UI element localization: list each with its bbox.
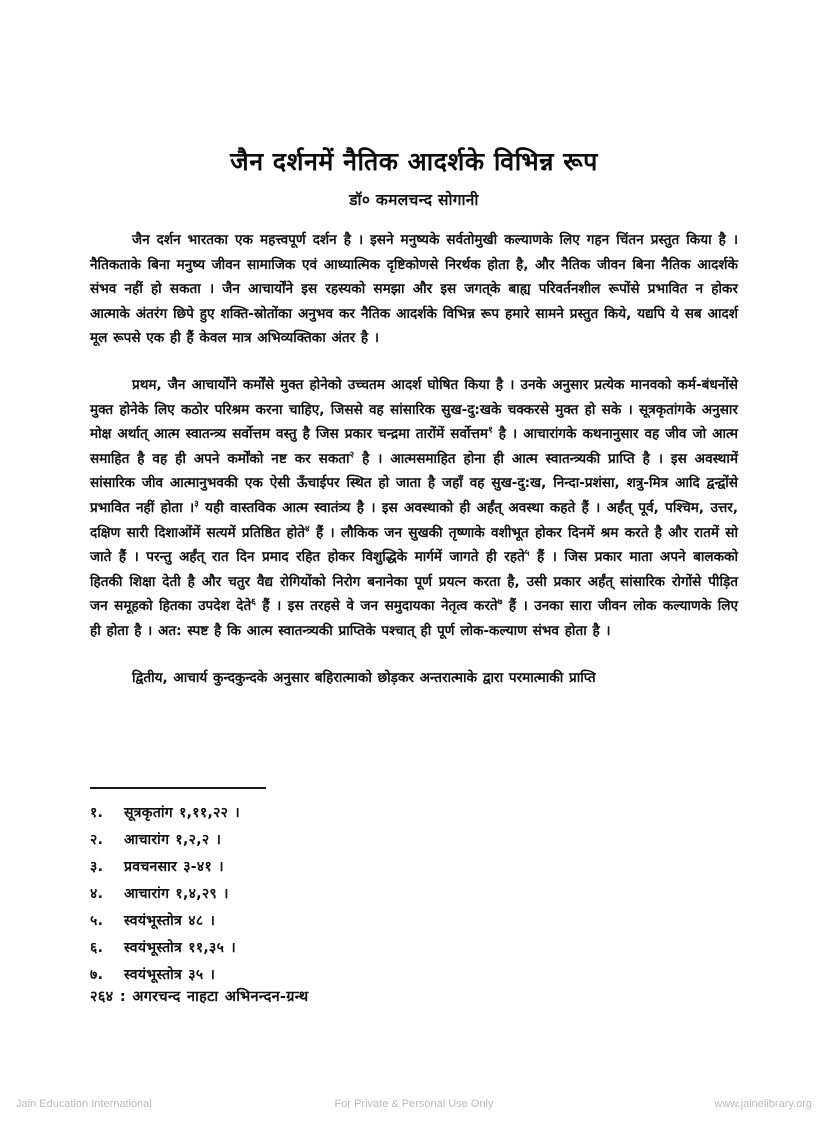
footnote-number: ४. [90, 886, 104, 902]
footnote-text: आचारांग १,४,२९ । [124, 886, 229, 902]
scan-watermark-footer [0, 1086, 828, 1122]
footnote-text: स्वयंभूस्तोत्र ११,३५ । [124, 940, 236, 956]
footnote-marker: ४ [305, 524, 310, 534]
scan-footer-left: Jain Education International [16, 1098, 152, 1110]
footnote-text: सूत्रकृतांग १,११,२२ । [124, 805, 241, 821]
author-byline: डॉ० कमलचन्द सोगानी [349, 191, 479, 210]
footnote-item [90, 881, 590, 908]
footnote-number: ७. [90, 967, 104, 983]
footnote-number: २. [90, 832, 104, 848]
footnote-item [90, 908, 590, 935]
footnote-marker: ६ [251, 597, 256, 608]
paragraph-1: जैन दर्शन भारतका एक महत्त्वपूर्ण दर्शन है । इसने मनुष्यके सर्वतोमुखी कल्याणके लिए गहन चिंतन प्रस्तुत किया है । नैतिकताके बिना मनुष्य जीवन सामाजिक एवं आध्यात्मिक दृष्टिकोणसे निरर्थक होता है, और नैतिक जीवन बिना नैतिक आदर्शके संभव नहीं हो सकता । जैन आचार्योंने इस रहस्यको समझा और इस जगत्‌के बाह्य परिवर्तनशील रूपोंसे प्रभावित न होकर आत्माके अंतरंग छिपे हुए शक्ति-स्रोतोंका अनुभव कर नैतिक आदर्शके विभिन्न रूप हमारे सामने प्रस्तुत किये, यद्यपि ये सब आदर्श मूल रूपसे एक ही हैं केवल मात्र अभिव्यक्तिका अंतर है । [90, 232, 738, 347]
footnote-marker: ७ [497, 597, 503, 608]
footnote-text: प्रवचनसार ३-४१ । [124, 859, 224, 875]
body-text-column [90, 228, 738, 690]
footnote-item [90, 962, 590, 989]
footnote-item [90, 827, 590, 854]
footnote-text: स्वयंभूस्तोत्र ३५ । [124, 967, 216, 983]
scan-footer-right[interactable]: www.jainelibrary.org [714, 1098, 812, 1110]
footnote-list [90, 800, 590, 989]
footnote-item [90, 935, 590, 962]
footnote-item [90, 800, 590, 827]
footnote-number: ६. [90, 940, 104, 956]
footnote-number: ५. [90, 913, 104, 929]
page-title: जैन दर्शनमें नैतिक आदर्शके विभिन्न रूप [230, 147, 598, 176]
footnote-separator-rule [90, 787, 266, 789]
footnote-text: स्वयंभूस्तोत्र ४८ । [124, 913, 216, 929]
paragraph-2: प्रथम, जैन आचार्योंने कर्मोंसे मुक्त होनेको उच्चतम आदर्श घोषित किया है । उनके अनुसार प्रत्येक मानवको कर्म-बंधनोंसे मुक्त होनेके लिए कठोर परिश्रम करना चाहिए, जिससे वह सांसारिक सुख-दु:खके चक्करसे मुक्त हो सके । सूत्रकृतांगके अनुसार मोक्ष अर्थात् आत्म स्वातन्त्र्य सर्वोत्तम वस्तु है जिस प्रकार चन्द्रमा तारोंमें सर्वोत्तम$^१$ है । आचारांगके कथनानुसार वह जीव जो आत्म समाहित है वह ही अपने कर्मोंको नष्ट कर सकता$^२$ है । आत्मसमाहित होना ही आत्म स्वातन्त्र्यकी प्राप्ति है । इस अवस्थामें सांसारिक जीव आत्मानुभवकी एक ऐसी ऊँचाईपर स्थित हो जाता है जहाँ वह सुख-दु:ख, निन्दा-प्रशंसा, शत्रु-मित्र आदि द्वन्द्वोंसे प्रभावित नहीं होता ।$^३$ यही वास्तविक आत्म स्वातंत्र्य है । इस अवस्थाको ही अर्हंत् अवस्था कहते हैं । अर्हंत् पूर्व, पश्चिम, उत्तर, दक्षिण सारी दिशाओंमें सत्यमें प्रतिष्ठित होते$^४$ हैं । लौकिक जन सुखकी तृष्णाके वशीभूत होकर दिनमें श्रम करते है और रातमें सो जाते हैं । परन्तु अर्हंत् रात दिन प्रमाद रहित होकर विशुद्धिके मार्गमें जागते ही रहते$^५$ हैं । जिस प्रकार माता अपने बालकको हितकी शिक्षा देती है और चतुर वैद्य रोगियोंको निरोग बनानेका पूर्ण प्रयत्न करता है, उसी प्रकार अर्हंत् सांसारिक रोगोंसे पीड़ित जन समूहको हितका उपदेश देते$^६$ हैं । इस तरहसे वे जन समुदायका नेतृत्व करते$^७$ हैं । उनका सारा जीवन लोक कल्याणके लिए ही होता है । अत: स्पष्ट है कि आत्म स्वातन्त्र्यकी प्राप्तिके पश्चात् ही पूर्ण लोक-कल्याण संभव होता है । [90, 376, 739, 639]
footnote-marker: १ [488, 425, 493, 436]
title-block [0, 146, 828, 210]
footnote-marker: २ [349, 450, 355, 461]
footnote-marker: ५ [524, 548, 530, 559]
footnote-number: १. [90, 805, 104, 821]
footnote-marker: ३ [194, 499, 199, 510]
scan-footer-center: For Private & Personal Use Only [334, 1098, 494, 1110]
paragraph-3: द्वितीय, आचार्य कुन्दकुन्दके अनुसार बहिरात्माको छोड़कर अन्तरात्माके द्वारा परमात्माकी प्राप्ति [132, 669, 596, 686]
running-footer: २६४ : अगरचन्द नाहटा अभिनन्दन-ग्रन्थ [90, 989, 309, 1005]
footnote-text: आचारांग १,२,२ । [124, 832, 222, 848]
footnote-number: ३. [90, 859, 104, 875]
footnote-item [90, 854, 590, 881]
